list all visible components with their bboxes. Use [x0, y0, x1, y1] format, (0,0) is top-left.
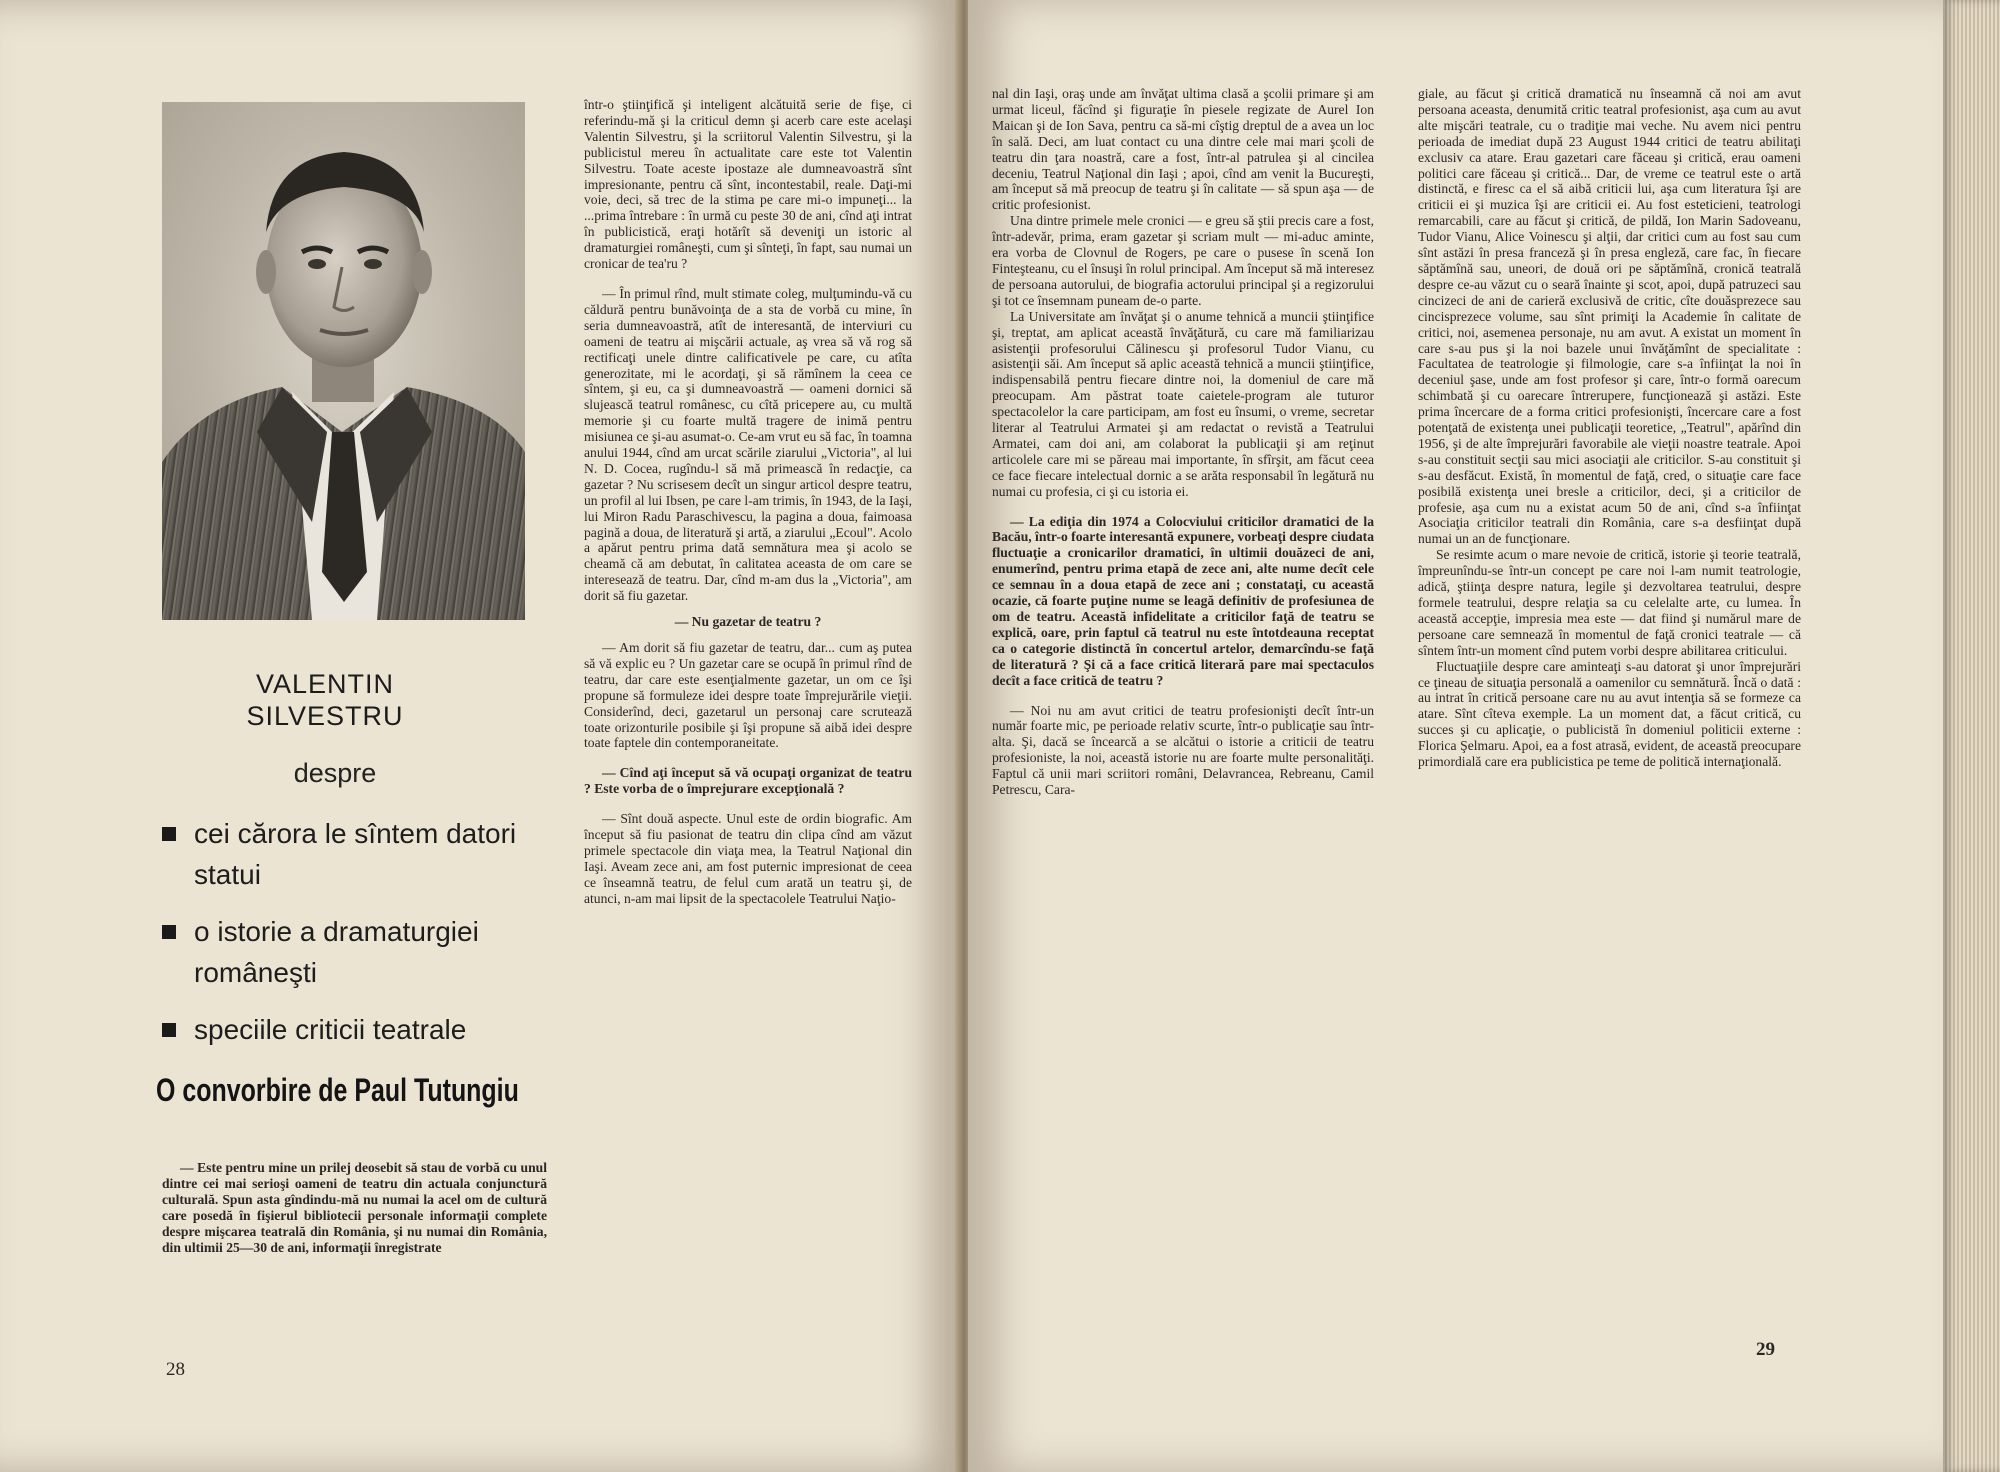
right-column-2 — [1418, 86, 1801, 1331]
paragraph: giale, au făcut şi critică dramatică nu înseamnă că noi am avut persoana aceasta, denumită critic teatral profesionist, aşa cum au avut alte mişcări teatrale, cu o tradiţie mai veche. Nu avem nici pentru perioada de imediat după 23 August 1944 critici de teatru abilitaţi exclusiv ca atare. Erau gazetari care făceau şi critică, erau oameni politici care făceau şi critică... Dar, de vreme ce teatrul este o artă distinctă, e firesc ca el să aibă criticii lui, aşa cum literatura îşi are criticii ei şi muzica îşi are criticii ei. Au fost esteticieni, teatrologi remarcabili, care au făcut şi critică, de pildă, Ion Marin Sadoveanu, Tudor Vianu, Alice Voinescu şi alţii, dar critici cum au fost sau cum sînt astăzi în presa franceză şi în presa engleză, care fac, în fiecare săptămînă sau, uneori, de două ori pe săptămînă, cronică teatrală despre ce-au văzut cu o seară înainte şi scot, apoi, după patruzeci sau cincizeci de ani de carieră exclusivă de critic, cîte douăsprezece sau cincisprezece volume, sau sînt primiţi la Academie în calitate de critici, noi, asemenea personaje, nu am avut. A existat un moment în care s-au pus şi la noi bazele unui învăţămînt de specialitate : Facultatea de teatrologie şi filmologie, care s-a înfiinţat la noi în deceniul şase, unde am fost profesor şi care, într-o formă oarecum schimbată şi cu oarecare întrerupere, funcţionează şi astăzi. Este prima încercare de a forma critici profesionişti, încercare care a fost potenţată de existenţa unei publicaţii teoretice, „Teatrul", apărînd din 1956, şi de alte împrejurări favorabile ale vieţii noastre teatrale. Apoi s-au constituit secţii sau mici asociaţii ale criticilor. S-au constituit şi s-au desfăcut. Există, în momentul de faţă, cred, o situaţie care face posibilă existenţa unei bresle a criticilor, deci, şi a criticilor de profesie, aşa cum nu a existat acum 50 de ani, cînd s-a înfiinţat Asociaţia criticilor teatrali din România, care s-a desfiinţat după numai un an de funcţionare. — [1418, 86, 1801, 547]
paragraph: — Noi nu am avut critici de teatru profesionişti decît într-un număr foarte mic, pe perioade relativ scurte, într-o publicaţie sau într-alta. Şi, dacă se încearcă a se alcătui o istorie a criticii de teatru profesioniste, la noi, această istorie nu are foarte multe personalităţi. Faptul că unii mari scriitori români, Delavrancea, Rebreanu, Camil Petrescu, Cara- — [992, 702, 1374, 798]
paragraph: — Sînt două aspecte. Unul este de ordin biografic. Am început să fiu pasionat de teatru din clipa cînd am văzut primele spectacole din viaţa mea, la Teatrul Naţional din Iaşi. Aveam zece ani, am fost puternic impresionat de ceea ce înseamnă teatru, de felul cum arată un teatru şi, de atunci, n-am mai lipsit de la spectacolele Teatrului Naţio- — [584, 811, 912, 906]
topic-text: cei cărora le sîntem datori statui — [194, 818, 517, 890]
paragraph: Fluctuaţiile despre care aminteaţi s-au datorat şi unor împrejurări ce ţineau de situaţia personală a oamenilor cu semnătură. Încă o dată : au intrat în critică persoane care nu au avut intenţia să se formeze ca atare. Sînt cîteva exemple. La un moment dat, a făcut critică, cu succes şi cu aplicaţie, o publicistă în domeniul politicii externe : Florica Şelmaru. Apoi, ea a fost atrasă, evident, de această preocupare primordială care era publicistica pe teme de politică internaţională. — [1418, 658, 1801, 770]
topic-item — [160, 1009, 550, 1050]
paragraph: într-o ştiinţifică şi inteligent alcătuită serie de fişe, ci referindu-mă şi la criticul demn şi acerb care este acelaşi Valentin Silvestru, şi la scriitorul Valentin Silvestru, şi la publicistul mereu în actualitate care este tot Valentin Silvestru. Toate aceste ipostaze ale dumneavoastră sînt impresionante, pentru că sînt, incontestabil, reale. Daţi-mi voie, deci, să trec de la stima pe care mi-o impuneţi... la ...prima întrebare : în urmă cu peste 30 de ani, cînd aţi intrat în publicistică, eraţi hotărît să deveniţi un istoric al dramaturgiei româneşti, cum şi sînteţi, în fapt, sau numai un cronicar de tea'ru ? — [584, 97, 912, 272]
paragraph: Se resimte acum o mare nevoie de critică, istorie şi teorie teatrală, împreunîndu-se într-un concept pe care noi l-am numit teatrologie, adică, ştiinţa despre natura, legile şi dezvoltarea teatrului, despre formele teatrului, despre relaţia sa cu celelalte arte, cu lumea. În această accepţie, impresia mea este — dat fiind şi numărul mare de persoane care semnează în momentul de faţă cronici teatrale — că sîntem într-un moment cînd putem vorbi despre abilitarea criticului. — [1418, 547, 1801, 658]
page-number-right: 29 — [1756, 1339, 1775, 1360]
despre-label: despre — [293, 758, 377, 788]
paragraph: La Universitate am învăţat şi o anume tehnică a muncii ştiinţifice şi, treptat, am aplicat această învăţătură, cu care mă familiarizau asistenţii profesorului Călinescu şi profesorul Tudor Vianu, cu asistenţii săi. Am început să aplic această tehnică a muncii ştiinţifice, indispensabilă pentru fiecare dintre noi, la domeniul de care mă preocupam. Am păstrat toate caietele-program ale tuturor spectacolelor la care participam, am fost eu însumi, o vreme, secretar literar al Teatrului Armatei şi am redactat o revistă a Teatrului Armatei, cam doi ani, am colaborat la publicaţii şi am reţinut articolele care mi se păreau mai importante, în sfîrşit, am făcut ceea ce face fiecare intelectual dornic a se arăta responsabil în legătură nu numai cu profesia, ci şi cu istoria ei. — [992, 308, 1374, 499]
paragraph: — Am dorit să fiu gazetar de teatru, dar... cum aş putea să vă explic eu ? Un gazetar care se ocupă în primul rînd de teatru, dar care este esenţialmente gazetar, un om ce îşi propune să formuleze idei despre toate împrejurările vieţii. Considerînd, deci, gazetarul un personaj care scrutează toate orizonturile posibile şi îşi propune să aibă idei despre toate faptele din contemporaneitate. — [584, 640, 912, 751]
topic-text: o istorie a dramaturgiei româneşti — [194, 916, 479, 988]
question: — Cînd aţi început să vă ocupaţi organizat de teatru ? Este vorba de o împrejurare excepţională ? — [584, 765, 912, 797]
right-page — [968, 0, 1943, 1472]
square-bullet-icon — [162, 1023, 176, 1037]
interviewer-credit: O convorbire de Paul Tutungiu — [156, 1072, 519, 1108]
topic-text: speciile criticii teatrale — [194, 1014, 467, 1045]
article-headline — [156, 668, 550, 1109]
topic-item — [160, 813, 550, 895]
question: — La ediţia din 1974 a Colocviului criticilor dramatici de la Bacău, într-o foarte interesantă expunere, vorbeaţi despre ciudata fluctuaţie a cronicarilor dramatici, în ultimii douăzeci de ani, enumerînd, pentru prima etapă de zece ani, alte nume decît cele ce semnau în a doua etapă de zece ani ; constataţi, cu această ocazie, că foarte puţine nume se leagă definitiv de profesiunea de om de teatru. Această infidelitate a criticilor faţă de teatru se explică, oare, prin faptul că teatrul nu este întotdeauna receptat ca o categorie distinctă în concertul artelor, demarcîndu-se faţă de literatură ? Şi că a face critică literară pare mai spectaculos decît a face critică de teatru ? — [992, 513, 1374, 688]
square-bullet-icon — [162, 827, 176, 841]
author-name-last: SILVESTRU — [246, 701, 404, 731]
book-page-edges — [1943, 0, 2000, 1472]
question: — Nu gazetar de teatru ? — [674, 614, 822, 630]
author-name-first: VALENTIN — [255, 669, 395, 699]
page-number-left: 28 — [166, 1359, 185, 1380]
author-portrait — [162, 102, 525, 620]
left-page — [0, 0, 960, 1472]
paragraph: — Este pentru mine un prilej deosebit să stau de vorbă cu unul dintre cei mai serioşi oameni de teatru din actuala conjunctură culturală. Spun asta gîndindu-mă nu numai la acel om de cultură care posedă în fişierul bibliotecii personale informaţii complete despre mişcarea teatrală din România, şi nu numai din România, din ultimii 25—30 de ani, informaţii înregistrate — [162, 1160, 547, 1255]
left-column-2 — [584, 97, 912, 1332]
left-column-1 — [162, 1160, 547, 1332]
portrait-illustration — [162, 102, 525, 620]
paragraph: nal din Iaşi, oraş unde am învăţat ultima clasă a şcolii primare şi am urmat liceul, făcînd şi figuraţie în piesele regizate de Aurel Ion Maican şi de Ion Sava, pentru ca să-mi cîştig dreptul de a avea un loc în sală. Deci, am luat contact cu una dintre cele mai mari şcoli de teatru din ţara noastră, care a fost, într-al patrulea şi al cincilea deceniu, Teatrul Naţional din Iaşi ; apoi, cînd am venit la Bucureşti, am început să mă preocup de teatru şi în calitate — să spun aşa — de critic profesionist. — [992, 86, 1374, 213]
topic-item — [160, 911, 550, 993]
right-column-1 — [992, 86, 1374, 1331]
paragraph: — În primul rînd, mult stimate coleg, mulţumindu-vă cu căldură pentru bunăvoinţa de a sta de vorbă cu mine, în seria dumneavoastră, atît de interesantă, de interviuri cu oameni de teatru ai mişcării actuale, aş vrea să vă rog să rectificaţi unele dintre calificativele pe care, cu atîta generozitate, mi le acordaţi, şi să rămînem la ceea ce sîntem, şi eu, ca şi dumneavoastră — oameni dornici să slujească teatrul românesc, cu cîtă pricepere au, cu multă memorie şi cu foarte multă tragere de inimă pentru misiunea ce şi-au asumat-o. Ce-am vrut eu să fac, în toamna anului 1944, cînd am urcat scările ziarului „Victoria", al lui N. D. Cocea, rugîndu-l să mă primească în redacţie, ca gazetar ? Nu scrisesem decît un singur articol despre teatru, un profil al lui Ibsen, pe care l-am trimis, în 1943, de la Iaşi, lui Miron Radu Paraschivescu, la pagina a doua, faimoasa pagină a doua, de literatură şi artă, a ziarului „Ecoul". Acolo a apărut pentru prima dată semnătura mea şi acolo se cheamă că am debutat, în calitatea aceasta de om care se interesează de teatru. Dar, cînd m-am dus la „Victoria", am dorit să fiu gazetar. — [584, 285, 912, 604]
paragraph: Una dintre primele mele cronici — e greu să ştii precis care a fost, într-adevăr, prima, eram gazetar şi scriam mult — mi-aduc aminte, era vorba de Clovnul de Rogers, pe care o pusese în scenă Ion Finteşteanu, cu el însuşi în rolul principal. Am început să mă interesez de persoana autorului, de biografia actorului principal şi a regizorului şi tot ce însemnam puneam de-o parte. — [992, 213, 1374, 308]
square-bullet-icon — [162, 925, 176, 939]
